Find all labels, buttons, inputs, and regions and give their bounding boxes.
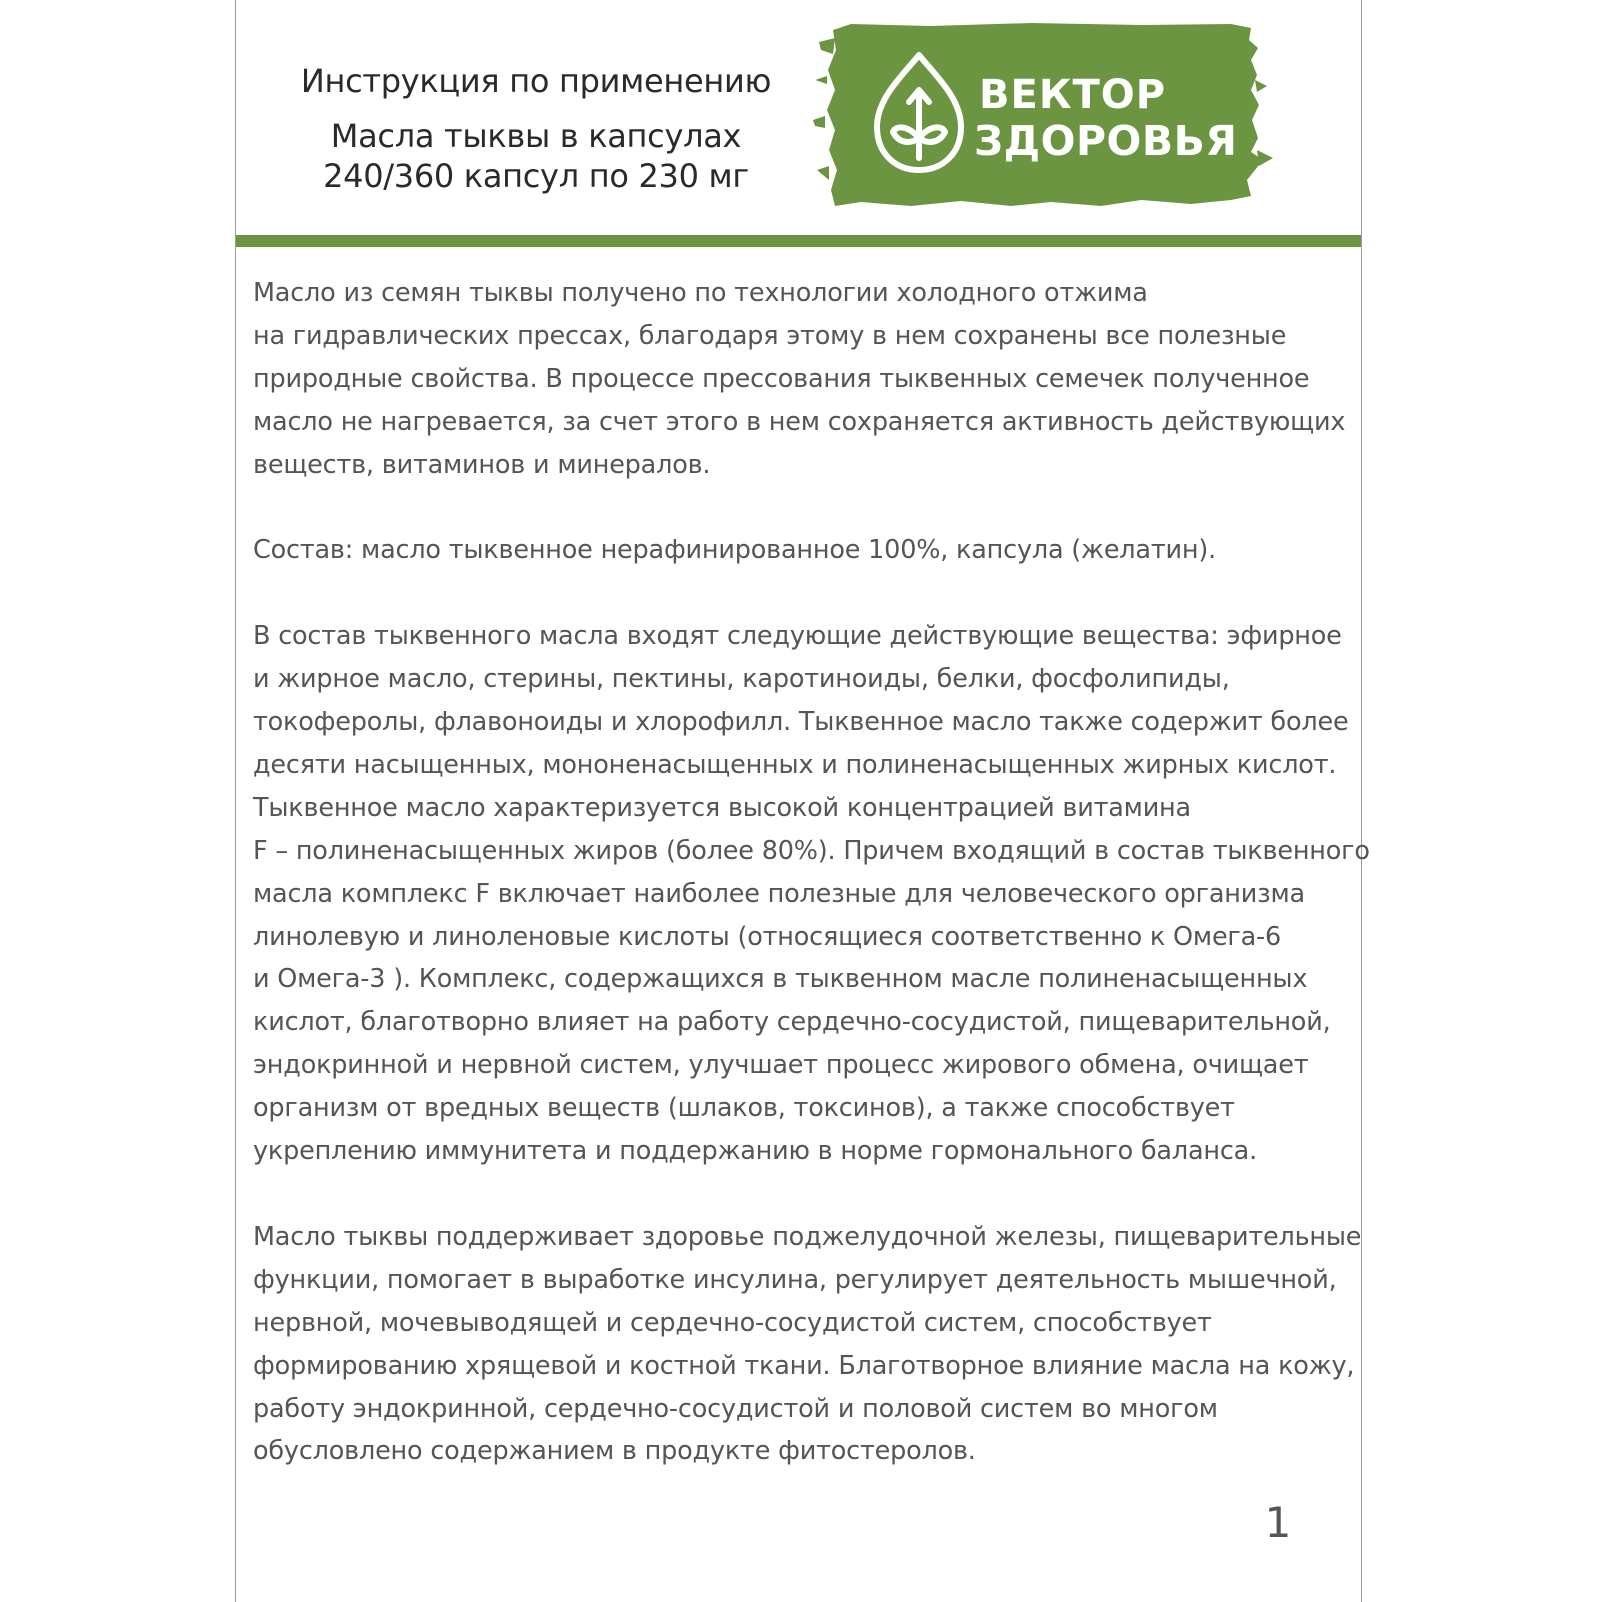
- text-line: Масло тыквы поддерживает здоровье поджелудочной железы, пищеварительные: [253, 1221, 1362, 1252]
- text-line: кислот, благотворно влияет на работу сердечно-сосудистой, пищеварительной,: [253, 1007, 1331, 1038]
- logo-text-line-1: ВЕКТОР: [979, 72, 1167, 118]
- text-line: токоферолы, флавоноиды и хлорофилл. Тыквенное масло также содержит более: [253, 707, 1349, 738]
- text-line: Состав: масло тыквенное нерафинированное 100%, капсула (желатин).: [253, 535, 1216, 566]
- paragraph-health-benefits: [253, 1216, 1362, 1473]
- text-line: десяти насыщенных, мононенасыщенных и полиненасыщенных жирных кислот.: [253, 749, 1337, 780]
- product-name-line-2: 240/360 капсул по 230 мг: [323, 157, 749, 195]
- text-line: природные свойства. В процессе прессования тыквенных семечек полученное: [253, 363, 1310, 394]
- text-line: Масло из семян тыквы получено по технологии холодного отжима: [253, 278, 1148, 308]
- text-line: линолевую и линоленовые кислоты (относящиеся соответственно к Омега-6: [253, 921, 1282, 952]
- text-line: работу эндокринной, сердечно-сосудистой и половой систем во многом: [253, 1393, 1218, 1424]
- text-line: В состав тыквенного масла входят следующие действующие вещества: эфирное: [253, 621, 1342, 652]
- text-line: и Омега-3 ). Комплекс, содержащихся в тыквенном масле полиненасыщенных: [253, 964, 1308, 995]
- text-line: укреплению иммунитета и поддержанию в норме гормонального баланса.: [253, 1136, 1258, 1167]
- product-name-line-1: Масла тыквы в капсулах: [330, 117, 742, 155]
- text-line: эндокринной и нервной систем, улучшает процесс жирового обмена, очищает: [253, 1050, 1309, 1081]
- paragraph-composition: [253, 529, 1353, 572]
- header-divider: [236, 235, 1361, 247]
- text-line: веществ, витаминов и минералов.: [253, 449, 711, 480]
- logo-text-line-2: ЗДОРОВЬЯ: [974, 117, 1238, 165]
- text-line: формированию хрящевой и костной ткани. Благотворное влияние масла на кожу,: [253, 1350, 1355, 1381]
- text-line: обусловлено содержанием в продукте фитостеролов.: [253, 1436, 976, 1467]
- product-name: [236, 116, 836, 196]
- text-line: нервной, мочевыводящей и сердечно-сосудистой систем, способствует: [253, 1307, 1212, 1338]
- text-line: масло не нагревается, за счет этого в нем сохраняется активность действующих: [253, 406, 1346, 437]
- text-line: Тыквенное масло характеризуется высокой концентрацией витамина: [253, 792, 1191, 823]
- text-line: функции, помогает в выработке инсулина, регулирует деятельность мышечной,: [253, 1264, 1337, 1295]
- text-line: F – полиненасыщенных жиров (более 80%). Причем входящий в состав тыквенного: [253, 835, 1370, 866]
- text-line: организм от вредных веществ (шлаков, токсинов), а также способствует: [253, 1093, 1235, 1124]
- instruction-sheet: [235, 0, 1370, 1602]
- paragraph-active-substances: [253, 615, 1370, 1173]
- paragraph-cold-press: [253, 272, 1353, 487]
- text-line: на гидравлических прессах, благодаря этому в нем сохранены все полезные: [253, 320, 1287, 351]
- document-title: Инструкция по применению: [300, 62, 772, 100]
- page-number: 1: [1264, 1498, 1292, 1547]
- text-line: и жирное масло, стерины, пектины, каротиноиды, белки, фосфолипиды,: [253, 664, 1230, 695]
- instruction-body: [253, 272, 1370, 1516]
- brand-logo: [811, 20, 1286, 210]
- text-line: масла комплекс F включает наиболее полезные для человеческого организма: [253, 878, 1305, 909]
